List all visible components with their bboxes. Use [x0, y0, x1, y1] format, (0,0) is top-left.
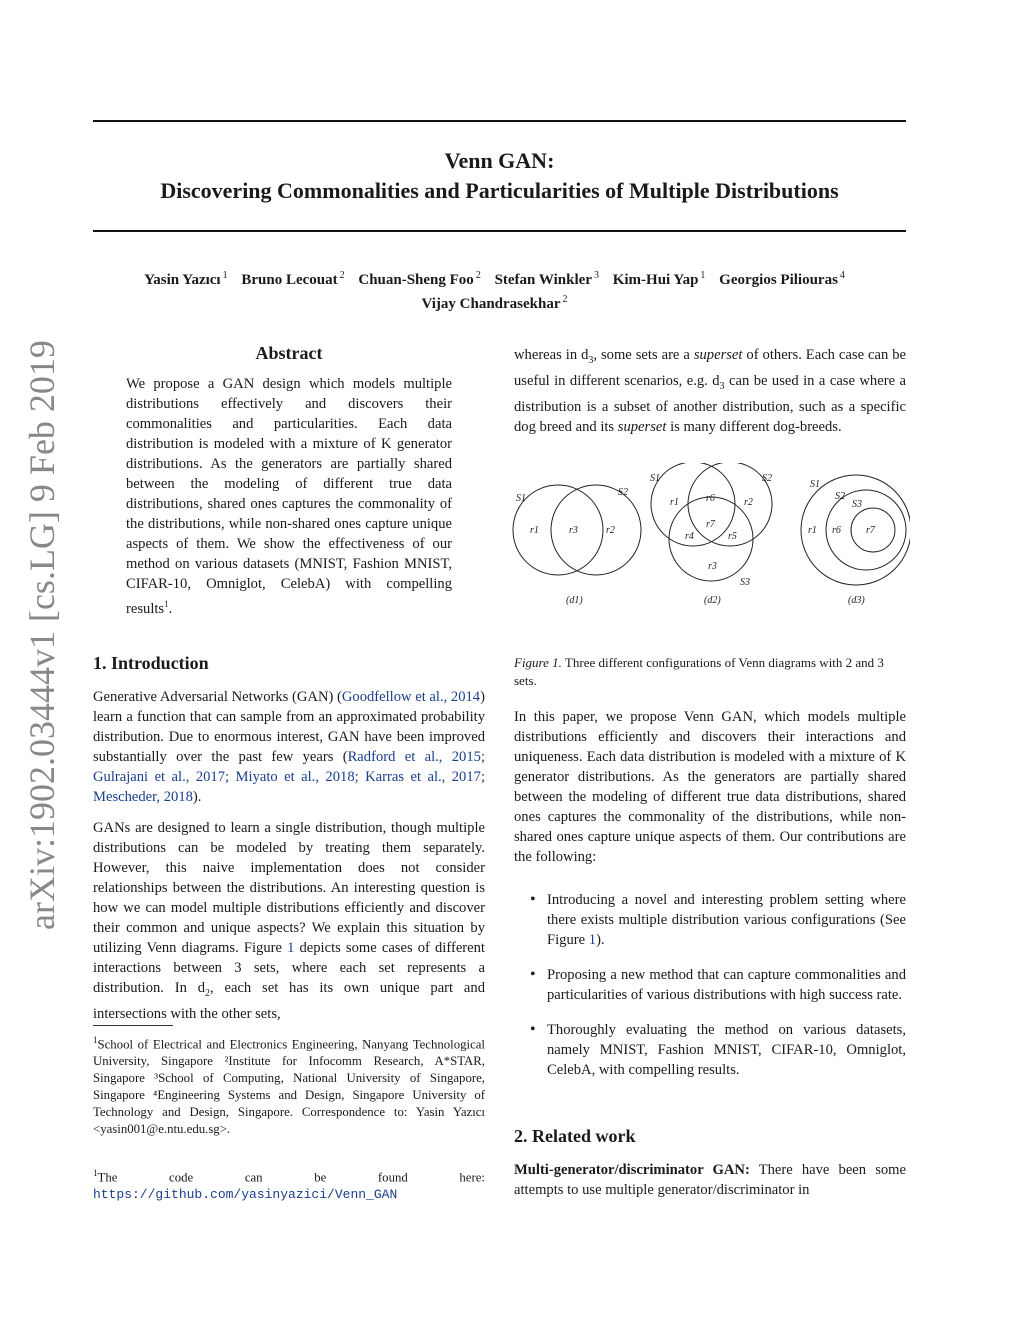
venn-label-region: r6 [832, 525, 841, 536]
author-affiliation: 1 [222, 270, 228, 281]
affiliation-footnote [93, 1032, 485, 1138]
venn-label-set: S2 [762, 473, 772, 484]
intro-paragraph-2 [93, 818, 485, 1024]
abstract-text: We propose a GAN design which models multiple distributions effectively and discovers their commonalities and particularities. Each data distribution is modeled with a mixture of K generator distributions. As the generators are partially shared between the modeling of different true data distributions, shared ones captures the commonality of the distributions, while non-shared ones capture unique aspects of them. We show the effectiveness of our method on various datasets (MNIST, Fashion MNIST, CIFAR-10, Omniglot, CelebA) with compelling results [126, 376, 452, 617]
venn-label-region: r3 [708, 561, 717, 572]
figure-subcaption-d1: (d1) [566, 595, 583, 606]
author-affiliation: 4 [839, 270, 845, 281]
abstract-body: We propose a GAN design which models multiple distributions effectively and discovers their commonalities and particularities. Each data distribution is modeled with a mixture of K generator distributions. As the generators are partially shared between the modeling of different true data distributions, shared ones captures the commonality of the distributions, while non-shared ones capture unique aspects of them. We show the effectiveness of our method on various datasets (MNIST, Fashion MNIST, CIFAR-10, Omniglot, CelebA) with compelling results$^1$. [126, 376, 452, 617]
title-bottom-rule [93, 230, 906, 232]
author-affiliation: 1 [700, 270, 706, 281]
code-footnote-text: The code can be found here: [97, 1170, 485, 1185]
introduction-heading: 1. Introduction [93, 653, 209, 673]
intro-text: , each set has its own unique part and intersections with the other sets, [93, 980, 485, 1022]
list-item [514, 890, 906, 950]
footnote-mark: 1 [93, 1168, 98, 1178]
abstract-heading: Abstract [255, 343, 323, 363]
math-subscript: 3 [588, 354, 594, 366]
title-top-rule [93, 120, 906, 122]
body-text: can be used in a case where a distribution is a subset of another distribution, such as a specific dog breed and its [514, 372, 906, 435]
body-text: is many different dog-breeds. [666, 418, 842, 435]
author-affiliation: 3 [593, 270, 599, 281]
contributions-list [514, 890, 906, 1095]
venn-circle-d1-s1 [513, 485, 603, 575]
author-name: Vijay Chandrasekhar [421, 296, 561, 312]
venn-label-region: r3 [569, 525, 578, 536]
citation-link[interactable]: Goodfellow et al., 2014 [341, 689, 481, 705]
figure-subcaption-d2: (d2) [704, 595, 721, 606]
code-footnote [93, 1165, 485, 1203]
venn-label-set: S1 [516, 493, 526, 504]
figure-subcaption-d3: (d3) [848, 595, 865, 606]
author-name: Georgios Piliouras [719, 272, 838, 288]
citation-link[interactable]: Radford et al., 2015; Gulrajani et al., 2017; Miyato et al., 2018; Karras et al., 2017; Mescheder, 2018 [93, 749, 486, 805]
venn-label-region: r7 [706, 519, 715, 530]
bullet-text: ). [596, 932, 605, 948]
body-text: of others. Each case can be useful in different scenarios, e.g. d [514, 347, 906, 389]
venn-label-region: r1 [808, 525, 817, 536]
emphasis-text: superset [693, 347, 743, 363]
introduction-body [93, 687, 485, 1024]
emphasis-text: superset [617, 418, 667, 435]
paragraph-heading: Multi-generator/discriminator GAN: [514, 1162, 750, 1178]
venn-label-set: S2 [835, 491, 845, 502]
venn-label-region: r2 [606, 525, 615, 536]
venn-label-region: r1 [530, 525, 539, 536]
author-affiliation: 2 [339, 270, 345, 281]
venn-diagram-figure [510, 463, 910, 613]
intro-paragraph-1 [93, 687, 485, 807]
body-text: There have been some attempts to use multiple generator/discriminator in [514, 1162, 906, 1198]
caption-label: Figure 1. [514, 655, 562, 670]
venn-label-region: r4 [685, 531, 694, 542]
math-subscript: 3 [719, 380, 725, 392]
arxiv-side-label: arXiv:1902.03444v1 [cs.LG] 9 Feb 2019 [22, 340, 62, 930]
figure-ref-link[interactable]: 1 [287, 940, 295, 956]
author-affiliation: 2 [562, 294, 568, 305]
abstract-footnote-mark: 1 [164, 599, 169, 609]
list-item: • Thoroughly evaluating the method on various datasets, namely MNIST, Fashion MNIST, CIFAR-10, Omniglot, CelebA, with compelling results. [514, 1020, 906, 1080]
author-name: Yasin Yazıcı [144, 272, 221, 288]
venn-label-region: r7 [866, 525, 875, 536]
related-work-body [514, 1160, 906, 1200]
author-name: Kim-Hui Yap [612, 272, 699, 288]
list-item: • Proposing a new method that can capture commonalities and particularities of various distributions with high success rate. [514, 965, 906, 1005]
affiliation-text: School of Electrical and Electronics Engineering, Nanyang Technological University, Singapore ²Institute for Infocomm Research, A*STAR, Singapore ³School of Computing, National University of Singapore, Singapore ⁴Engineering Systems and Design, Singapore University of Technology and Design, Singapore. Correspondence to: Yasin Yazıcı <yasin001@e.ntu.edu.sg>. [93, 1037, 485, 1137]
caption-text: Three different configurations of Venn diagrams with 2 and 3 sets. [514, 655, 884, 688]
author-list [93, 266, 906, 314]
body-text: whereas in d [514, 347, 589, 363]
bullet-text: Introducing a novel and interesting problem setting where there exists multiple distribution various configurations (See Figure [547, 892, 906, 948]
venn-label-set: S2 [618, 487, 628, 498]
code-url-link[interactable]: https://github.com/yasinyazici/Venn_GAN [93, 1187, 398, 1203]
footnote-mark: 1 [93, 1035, 98, 1045]
venn-label-set: S3 [740, 577, 750, 588]
venn-label-set: S1 [650, 473, 660, 484]
figure-1-caption [514, 654, 906, 690]
venn-label-set: S3 [852, 499, 862, 510]
footnote-rule [93, 1025, 173, 1026]
author-affiliation: 2 [475, 270, 481, 281]
author-name: Bruno Lecouat [241, 272, 338, 288]
paper-title-line1: Venn GAN: [444, 148, 555, 173]
venn-label-set: S1 [810, 479, 820, 490]
right-paragraph-1 [514, 345, 906, 437]
venn-label-region: r1 [670, 497, 679, 508]
venn-label-region: r2 [744, 497, 753, 508]
intro-text: Generative Adversarial Networks (GAN) ( [93, 689, 342, 705]
venn-circle-d1-s2 [551, 485, 641, 575]
figure-ref-link[interactable]: 1 [588, 932, 597, 948]
intro-text: ). [192, 789, 202, 805]
intro-text: GANs are designed to learn a single distribution, though multiple distributions can be modeled by treating them separately. However, this naive implementation does not consider relationships between the distributions. An interesting question is how we can model multiple distributions efficiently and discover their common and unique aspects? We explain this situation by utilizing Venn diagrams. Figure [93, 820, 485, 956]
body-text: , some sets are a [593, 347, 694, 363]
body-text: In this paper, we propose Venn GAN, which models multiple distributions efficiently and discovers their interactions and uniqueness. Each data distribution is modeled with a mixture of K generator distributions. As the generators are partially shared between the modeling of different true data distributions, shared ones captures the commonality of the distributions, while non-shared ones capture unique aspects of them. Our contributions are the following: [514, 709, 906, 865]
author-name: Stefan Winkler [494, 272, 592, 288]
venn-label-region: r5 [728, 531, 737, 542]
math-subscript: 2 [205, 987, 211, 999]
author-name: Chuan-Sheng Foo [358, 272, 474, 288]
intro-text: ) learn a function that can sample from an approximated probability distribution. Due to enormous interest, GAN have been improved substantially over the past few years ( [93, 689, 485, 765]
related-work-heading: 2. Related work [514, 1126, 636, 1146]
paper-title-line2: Discovering Commonalities and Particularities of Multiple Distributions [160, 178, 839, 203]
venn-label-region: r6 [706, 493, 715, 504]
right-paragraph-2 [514, 707, 906, 867]
intro-text: depicts some cases of different interactions between 3 sets, where each set represents a distribution. In d [93, 940, 485, 996]
